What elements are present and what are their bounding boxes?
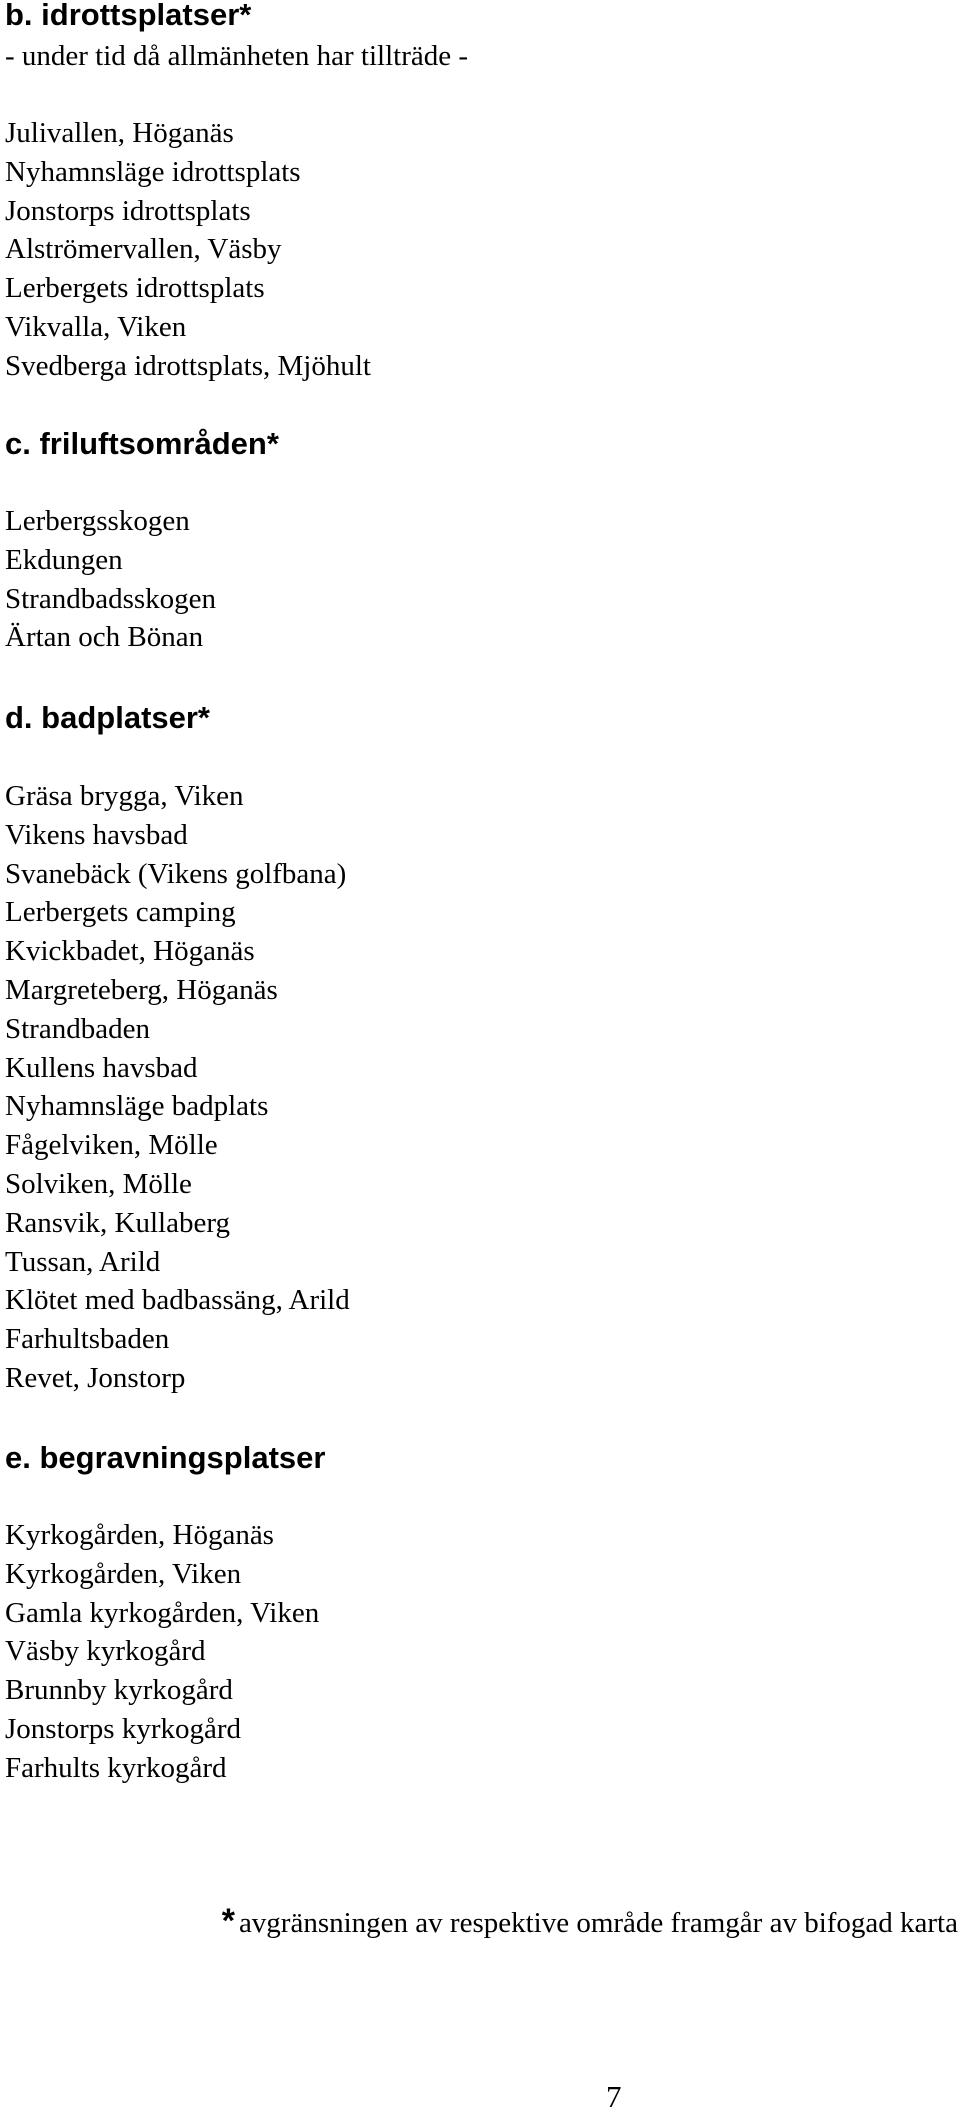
list-item: Margreteberg, Höganäs (5, 973, 278, 1006)
list-item: Nyhamnsläge badplats (5, 1090, 269, 1123)
list-friluftsomraden (5, 502, 216, 657)
list-item: Kvickbadet, Höganäs (5, 935, 255, 968)
list-item: Vikens havsbad (5, 818, 188, 851)
page-number: 7 (606, 2079, 622, 2114)
list-badplatser (5, 777, 350, 1398)
list-item: Nyhamnsläge idrottsplats (5, 155, 301, 188)
list-item: Ärtan och Bönan (5, 621, 204, 654)
section-heading-friluftsomraden: c. friluftsområden* (5, 426, 279, 461)
section-heading-idrottsplatser: b. idrottsplatser* (5, 0, 252, 32)
list-item: Svedberga idrottsplats, Mjöhult (5, 349, 371, 382)
list-item: Kyrkogården, Viken (5, 1557, 242, 1590)
list-item: Strandbaden (5, 1012, 150, 1045)
list-item: Farhultsbaden (5, 1323, 170, 1356)
list-item: Klötet med badbassäng, Arild (5, 1284, 350, 1317)
list-item: Fågelviken, Mölle (5, 1129, 218, 1162)
list-begravningsplatser (5, 1516, 319, 1788)
list-item: Kullens havsbad (5, 1051, 198, 1084)
list-item: Jonstorps kyrkogård (5, 1712, 242, 1745)
list-item: Lerbergsskogen (5, 505, 190, 537)
list-item: Strandbadsskogen (5, 582, 217, 615)
list-item: Revet, Jonstorp (5, 1361, 186, 1394)
section-heading-badplatser: d. badplatser* (5, 700, 210, 735)
list-item: Alströmervallen, Väsby (5, 233, 282, 266)
list-item: Lerbergets camping (5, 896, 236, 929)
list-item: Julivallen, Höganäs (5, 117, 234, 149)
footnote-text: avgränsningen av respektive område framgår av bifogad karta (238, 1907, 958, 1939)
list-item: Tussan, Arild (5, 1245, 161, 1278)
section-subtitle: - under tid då allmänheten har tillträde - (5, 40, 469, 72)
list-item: Brunnby kyrkogård (5, 1674, 233, 1707)
list-item: Lerbergets idrottsplats (5, 272, 265, 305)
list-item: Gamla kyrkogården, Viken (5, 1596, 320, 1629)
list-item: Kyrkogården, Höganäs (5, 1519, 274, 1551)
list-item: Gräsa brygga, Viken (5, 780, 244, 812)
list-item: Solviken, Mölle (5, 1167, 192, 1200)
list-item: Vikvalla, Viken (5, 310, 187, 343)
list-item: Jonstorps idrottsplats (5, 194, 251, 227)
list-item: Ekdungen (5, 543, 123, 576)
footnote-marker: * (221, 1902, 235, 1940)
list-idrottsplatser (5, 114, 371, 386)
list-item: Svanebäck (Vikens golfbana) (5, 857, 347, 890)
list-item: Väsby kyrkogård (5, 1635, 206, 1668)
footnote (222, 1903, 958, 1941)
section-heading-begravningsplatser: e. begravningsplatser (5, 1440, 326, 1475)
list-item: Farhults kyrkogård (5, 1751, 227, 1784)
list-item: Ransvik, Kullaberg (5, 1206, 230, 1239)
